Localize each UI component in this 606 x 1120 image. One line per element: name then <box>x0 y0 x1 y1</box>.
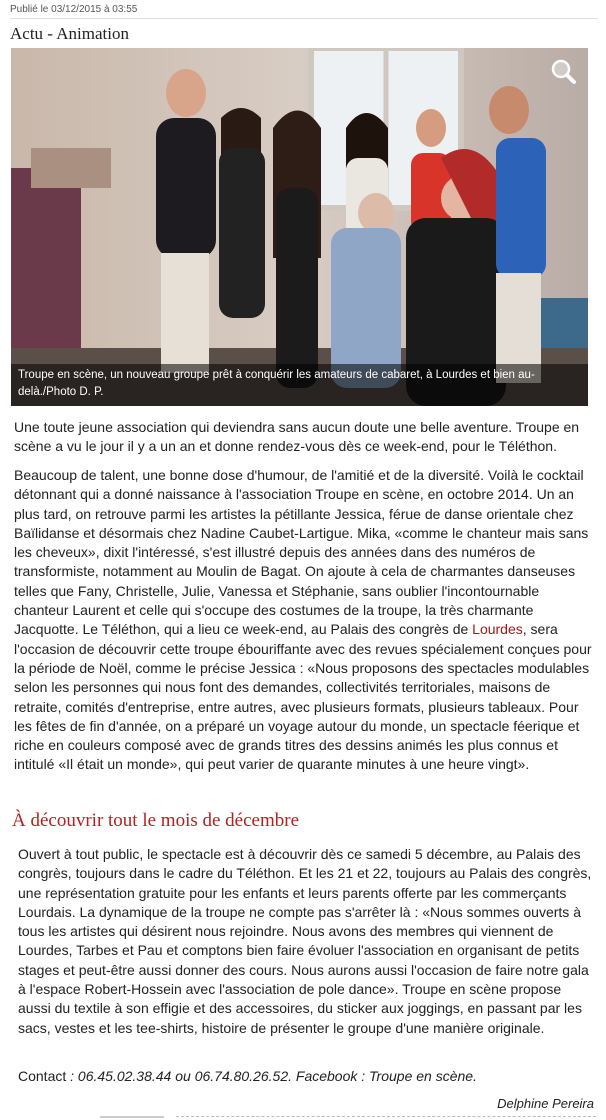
lourdes-link[interactable]: Lourdes <box>472 621 523 638</box>
paragraph-text <box>14 466 594 775</box>
paragraph-text-part: Beaucoup de talent, une bonne dose d'humour, de l'amitié et de la diversité. Voilà le cocktail détonnant qui a donné naissance à l'association Troupe en scène, en octobre 2014. Un an plus tard, on retrouve parmi les artistes la pétillante Jessica, férue de danse orientale chez Baïlidanse et désormais chez Nadine Caubet-Lartigue. Mika, «comme le chanteur mais sans les cheveux», dixit l'intéressé, s'est illustré depuis des années dans des numéros de transformiste, notamment au Moulin de Bagat. On ajoute à cela de charmantes danseuses telles que Fany, Christelle, Julie, Vanessa et Stéphanie, sans oublier l'incontournable chanteur Laurent et celle qui s'occupe des costumes de la troupe, la très charmante Jacquotte. Le Téléthon, qui a lieu ce week-end, au Palais des congrès de <box>14 467 589 638</box>
divider <box>176 1116 596 1117</box>
paragraph-main <box>14 466 594 775</box>
article-photo[interactable] <box>11 48 588 406</box>
paragraph-text: Une toute jeune association qui deviendra sans aucun doute une belle aventure. Troupe en scène a vu le jour il y a un an et donne rendez-vous dès ce week-end, pour le Téléthon. <box>14 419 580 455</box>
paragraph-text-part: , sera l'occasion de découvrir cette troupe ébouriffante avec des revues spécialement conçues pour la période de Noël, comme le précise Jessica : «Nous proposons des spectacles modulables selon les personnes qui nous font des demandes, collectivités territoriales, maisons de retraite, comités d'entreprise, entre autres, avec plusieurs formats, plusieurs tableaux. Pour les fêtes de fin d'année, on a préparé un voyage autour du monde, un spectacle féerique et riche en couleurs composé avec de grands titres des dessins animés les plus connus et intitulé «Il était un monde», qui peut varier de quarante minutes à une heure vingt». <box>14 621 592 773</box>
section-title: Actu - Animation <box>10 24 129 43</box>
paragraph-text: Ouvert à tout public, le spectacle est à découvrir dès ce samedi 5 décembre, au Palais des congrès, toujours dans le cadre du Téléthon. Et les 21 et 22, toujours au Palais des congrès, une représentation gratuite pour les enfants et leurs parents offerte par les commerçants Lourdais. La dynamique de la troupe ne compte pas s'arrêter là : «Nous sommes ouverts à tous les artistes qui désirent nous rejoindre. Nous avons des membres qui viennent de Lourdes, Tarbes et Pau et comptons bien faire évoluer l'association en organisant de petits stages et peut-être aussi donner des cours. Nous aurons aussi l'occasion de faire notre gala à l'espace Robert-Hossein avec l'association de pole dance». Troupe en scène propose aussi du textile à son effigie et des accessoires, du sticker aux joggings, en passant par les sacs, vestes et les tee-shirts, histoire de présenter le groupe d'une manière originale. <box>18 846 592 1036</box>
contact-line <box>18 1068 477 1084</box>
group-photo-image <box>11 48 588 406</box>
contact-value: : 06.45.02.38.44 ou 06.74.80.26.52. Facebook : Troupe en scène. <box>66 1068 477 1084</box>
divider <box>10 18 598 19</box>
divider <box>100 1116 164 1118</box>
publish-date: Publié le 03/12/2015 à 03:55 <box>10 4 138 15</box>
magnifier-icon[interactable] <box>548 56 578 86</box>
paragraph-december <box>18 845 594 1038</box>
contact-label: Contact <box>18 1068 67 1084</box>
paragraph-intro <box>14 418 594 457</box>
subheading: À découvrir tout le mois de décembre <box>12 810 300 831</box>
photo-caption: Troupe en scène, un nouveau groupe prêt à conquérir les amateurs de cabaret, à Lourdes et bien au-delà./Photo D. P. <box>11 364 588 406</box>
author-name: Delphine Pereira <box>497 1096 594 1111</box>
